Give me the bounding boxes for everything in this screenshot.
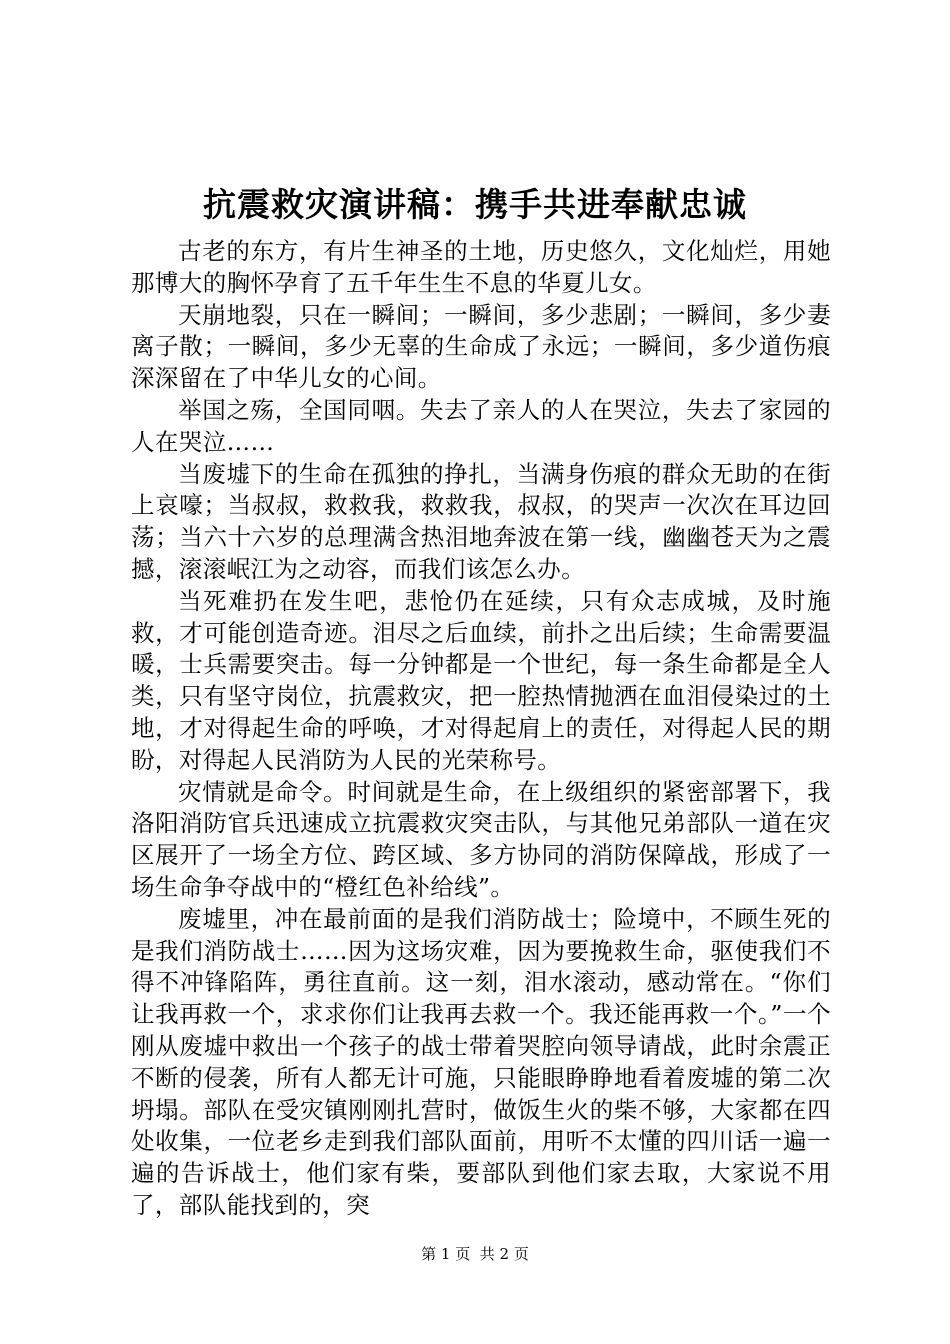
page-number: 第 1 页: [421, 1245, 471, 1263]
paragraph-5: 当死难扔在发生吧，悲怆仍在延续，只有众志成城，及时施救，才可能创造奇迹。泪尽之后血续，前扑之出后续；生命需要温暖，士兵需要突击。每一分钟都是一个世纪，每一条生命都是全人类，只有坚守岗位，抗震救灾，把一腔热情抛洒在血泪侵染过的土地，才对得起生命的呼唤，才对得起肩上的责任，对得起人民的期盼，对得起人民消防为人民的光荣称号。: [131, 586, 831, 774]
page-total: 共 2 页: [479, 1245, 529, 1263]
paragraph-4: 当废墟下的生命在孤独的挣扎，当满身伤痕的群众无助的在街上哀嚎；当叔叔，救救我，救救我，叔叔，的哭声一次次在耳边回荡；当六十六岁的总理满含热泪地奔波在第一线，幽幽苍天为之震撼，滚滚岷江为之动容，而我们该怎么办。: [131, 459, 831, 583]
document-title: 抗震救灾演讲稿：携手共进奉献忠诚: [203, 185, 747, 224]
footer-spacer: [470, 1245, 480, 1263]
document-body: [131, 236, 831, 1222]
page-footer: [0, 1244, 950, 1264]
paragraph-7: 废墟里，冲在最前面的是我们消防战士；险境中，不顾生死的是我们消防战士……因为这场灾难，因为要挽救生命，驱使我们不得不冲锋陷阵，勇往直前。这一刻，泪水滚动，感动常在。“你们让我再救一个，求求你们让我再去救一个。我还能再救一个。”一个刚从废墟中救出一个孩子的战士带着哭腔向领导请战，此时余震正不断的侵袭，所有人都无计可施，只能眼睁睁地看着废墟的第二次坍塌。部队在受灾镇刚刚扎营时，做饭生火的柴不够，大家都在四处收集，一位老乡走到我们部队面前，用听不太懂的四川话一遍一遍的告诉战士，他们家有柴，要部队到他们家去取，大家说不用了，部队能找到的，突: [131, 904, 831, 1219]
paragraph-6: 灾情就是命令。时间就是生命，在上级组织的紧密部署下，我洛阳消防官兵迅速成立抗震救灾突击队，与其他兄弟部队一道在灾区展开了一场全方位、跨区域、多方协同的消防保障战，形成了一场生命争夺战中的“橙红色补给线”。: [131, 777, 831, 901]
paragraph-1: 古老的东方，有片生神圣的土地，历史悠久，文化灿烂，用她那博大的胸怀孕育了五千年生生不息的华夏儿女。: [131, 237, 831, 297]
paragraph-3: 举国之殇，全国同咽。失去了亲人的人在哭泣，失去了家园的人在哭泣……: [131, 395, 831, 456]
paragraph-2: 天崩地裂，只在一瞬间；一瞬间，多少悲剧；一瞬间，多少妻离子散；一瞬间，多少无辜的生命成了永远；一瞬间，多少道伤痕深深留在了中华儿女的心间。: [131, 300, 831, 393]
